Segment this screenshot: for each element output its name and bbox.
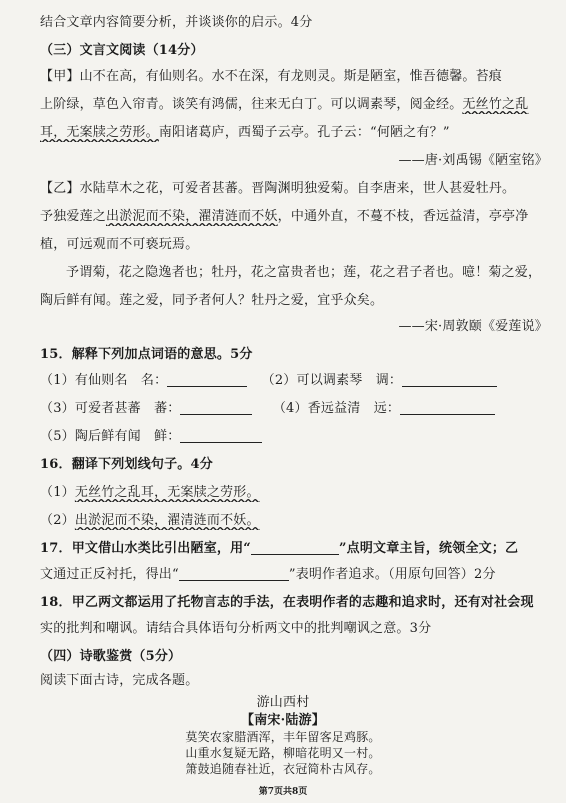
answer-blank[interactable] bbox=[402, 374, 497, 387]
question-15-row: （1）有仙则名 名： （2）可以调素琴 调： bbox=[40, 372, 548, 390]
poem-author: 【南宋·陆游】 bbox=[241, 713, 325, 728]
answer-blank[interactable] bbox=[251, 542, 339, 555]
question-17-line: 17．甲文借山水类比引出陋室，用“ ”点明文章主旨，统领全文；乙 bbox=[40, 541, 519, 556]
answer-blank[interactable] bbox=[180, 402, 252, 415]
poem-line: 箫鼓追随春社近，衣冠简朴古风存。 bbox=[185, 762, 381, 776]
answer-blank[interactable] bbox=[180, 430, 262, 443]
question-17-line: 文通过正反衬托，得出“ ”表明作者追求。（用原句回答）2分 bbox=[40, 567, 496, 582]
page-footer: 第7页共8页 bbox=[258, 787, 308, 797]
passage-yi-line: 陶后鲜有闻。莲之爱，同予者何人？牡丹之爱，宜乎众矣。 bbox=[40, 293, 384, 308]
passage-jia-source: ——唐·刘禹锡《陋室铭》 bbox=[398, 153, 548, 168]
passage-yi-line: 予独爱莲之出淤泥而不染，濯清涟而不妖，中通外直，不蔓不枝，香远益清，亭亭净 bbox=[40, 209, 529, 224]
poem-line: 山重水复疑无路，柳暗花明又一村。 bbox=[185, 746, 381, 760]
poem-title: 游山西村 bbox=[256, 695, 310, 710]
question-16-item: （1）无丝竹之乱耳，无案牍之劳形。 bbox=[40, 485, 260, 500]
passage-yi-line: 【乙】水陆草木之花，可爱者甚蕃。晋陶渊明独爱菊。自李唐来，世人甚爱牡丹。 bbox=[40, 181, 516, 196]
poem-line: 莫笑农家腊酒浑，丰年留客足鸡豚。 bbox=[185, 730, 381, 744]
passage-jia-line: 【甲】山不在高，有仙则名。水不在深，有龙则灵。斯是陋室，惟吾德馨。苔痕 bbox=[40, 69, 503, 84]
answer-blank[interactable] bbox=[167, 374, 247, 387]
poetry-instruction: 阅读下面古诗，完成各题。 bbox=[40, 673, 199, 688]
passage-jia-line: 耳，无案牍之劳形。南阳诸葛庐，西蜀子云亭。孔子云：“何陋之有？” bbox=[40, 125, 450, 140]
section-heading-poetry: （四）诗歌鉴赏（5分） bbox=[40, 649, 182, 664]
question-15-row: （5）陶后鲜有闻 鲜： bbox=[40, 428, 548, 446]
answer-blank[interactable] bbox=[179, 568, 289, 581]
answer-blank[interactable] bbox=[400, 402, 495, 415]
question-15-stem: 15．解释下列加点词语的意思。5分 bbox=[40, 347, 253, 362]
prev-question-tail: 结合文章内容简要分析，并谈谈你的启示。4分 bbox=[40, 15, 313, 30]
passage-jia-line: 上阶绿，草色入帘青。谈笑有鸿儒，往来无白丁。可以调素琴，阅金经。无丝竹之乱 bbox=[40, 97, 529, 112]
question-15-row: （3）可爱者甚蕃 蕃： （4）香远益清 远： bbox=[40, 400, 548, 418]
passage-yi-source: ——宋·周敦颐《爱莲说》 bbox=[398, 319, 548, 334]
passage-yi-line: 予谓菊，花之隐逸者也；牡丹，花之富贵者也；莲，花之君子者也。噫！菊之爱， bbox=[66, 265, 542, 280]
question-16-item: （2）出淤泥而不染，濯清涟而不妖。 bbox=[40, 513, 260, 528]
passage-yi-line: 植，可远观而不可亵玩焉。 bbox=[40, 237, 199, 252]
section-heading-classical: （三）文言文阅读（14分） bbox=[40, 43, 204, 58]
question-16-stem: 16．翻译下列划线句子。4分 bbox=[40, 457, 213, 472]
question-18-line: 实的批判和嘲讽。请结合具体语句分析两文中的批判嘲讽之意。3分 bbox=[40, 621, 432, 636]
question-18-line: 18．甲乙两文都运用了托物言志的手法，在表明作者的志趣和追求时，还有对社会现 bbox=[40, 595, 534, 610]
